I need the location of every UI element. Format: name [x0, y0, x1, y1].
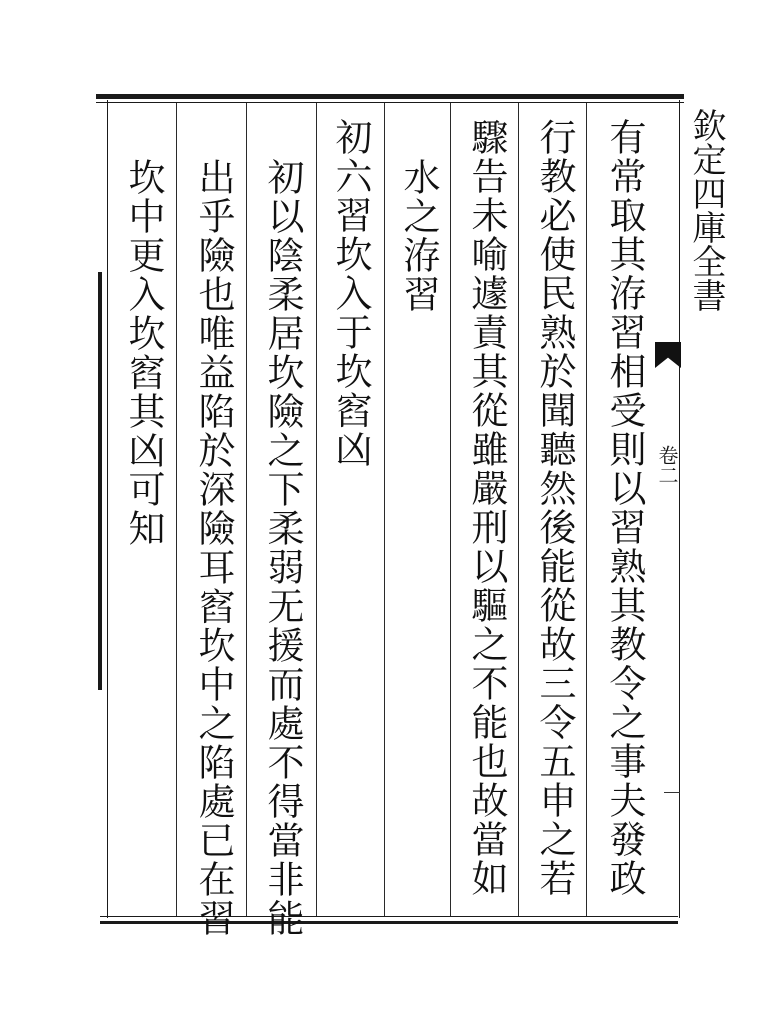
margin-tick-mark: [664, 792, 680, 793]
text-column-1: 有常取其洊習相受則以習熟其教令之事夫發政: [603, 118, 646, 898]
right-frame-rule: [679, 100, 680, 918]
column-divider: [518, 103, 519, 916]
text-column-3: 驟告未喻遽責其從雖嚴刑以驅之不能也故當如: [465, 118, 508, 898]
text-column-8: 坎中更入坎窞其凶可知: [122, 158, 165, 548]
top-frame-rule: [96, 94, 684, 99]
text-column-6: 初以陰柔居坎險之下柔弱无援而處不得當非能: [261, 158, 304, 938]
top-frame-inner-rule: [96, 102, 684, 103]
left-frame-rule: [107, 100, 108, 918]
column-divider: [384, 103, 385, 916]
column-divider: [586, 103, 587, 916]
text-column-4: 水之洊習: [397, 158, 440, 314]
fish-tail-mark-icon: [655, 342, 681, 368]
column-divider: [176, 103, 177, 916]
column-divider: [316, 103, 317, 916]
book-title: 欽定四庫全書: [686, 108, 726, 312]
column-divider: [450, 103, 451, 916]
column-divider: [246, 103, 247, 916]
text-column-2: 行教必使民熟於聞聽然後能從故三令五申之若: [533, 118, 576, 898]
chapter-label: 卷二: [655, 445, 679, 485]
text-column-5: 初六習坎入于坎窞凶: [329, 118, 372, 469]
left-binding-edge: [98, 272, 102, 690]
text-column-7: 出乎險也唯益陷於深險耳窞坎中之陷處已在習: [192, 158, 235, 938]
